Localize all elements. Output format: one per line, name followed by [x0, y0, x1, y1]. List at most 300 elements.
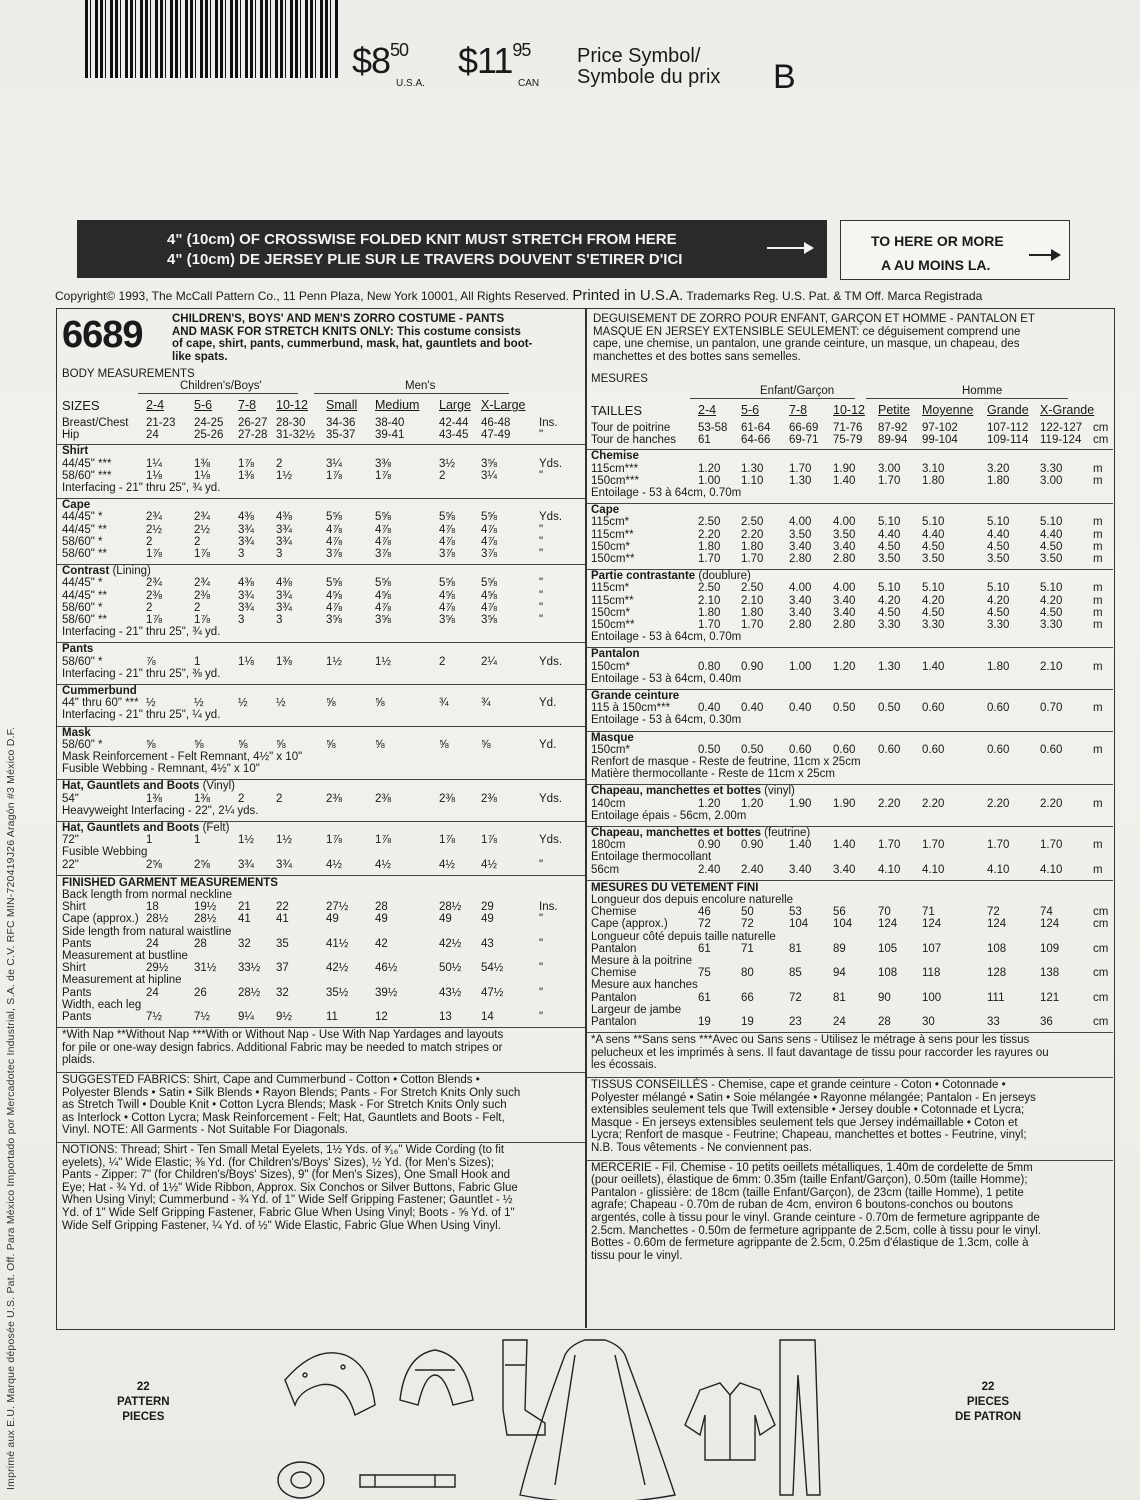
finished-value: 28 — [375, 901, 388, 914]
yardage-label: 72" — [62, 834, 79, 847]
yardage-value: 1½ — [238, 834, 254, 847]
yardage-value: 3½ — [439, 457, 455, 470]
size-header: Petite — [878, 403, 910, 417]
yardage-value: 1⅜ — [238, 469, 254, 482]
finished-value: 26 — [194, 986, 207, 999]
yardage-value: 2.40 — [698, 863, 721, 876]
notions-line: NOTIONS: Thread; Shirt - Ten Small Metal Eyelets, 1½ Yds. of ³⁄₁₆" Wide Cording (to fit — [62, 1144, 505, 1156]
yardage-value: 4.10 — [878, 863, 901, 876]
yardage-value: 1¼ — [146, 457, 162, 470]
yardage-value: 2.10 — [1040, 660, 1063, 673]
finished-value: 75 — [698, 967, 711, 980]
stretch-guide-target-en: TO HERE OR MORE — [871, 233, 1004, 249]
section-title: Chemise — [591, 450, 639, 463]
body-row-value: 97-102 — [922, 422, 958, 434]
finished-note: Width, each leg — [62, 998, 142, 1011]
yardage-value: 1.70 — [789, 462, 812, 475]
yardage-label: 115cm* — [591, 582, 630, 595]
unit: Yds. — [539, 834, 563, 847]
yardage-value: 1.00 — [789, 660, 812, 673]
arrow-right-icon — [1029, 254, 1059, 256]
yardage-value: 4⅞ — [326, 535, 342, 548]
finished-value: 61 — [698, 991, 711, 1004]
finished-value: 46 — [698, 906, 711, 919]
finished-label: Pants — [62, 937, 92, 950]
size-header: 5-6 — [741, 403, 760, 417]
body-row-label: Breast/Chest — [62, 417, 129, 429]
notions-line: eyelets), ¼" Wide Elastic; ⅜ Yd. (for Children's/Boys' Sizes), ½ Yd. (for Men's Sizes); — [62, 1156, 495, 1169]
finished-value: 31½ — [194, 962, 217, 975]
yardage-value: 2.50 — [698, 582, 721, 595]
finished-value: 61 — [698, 942, 711, 955]
finished-value: 42 — [375, 937, 388, 950]
yardage-value: 3⅞ — [326, 548, 342, 560]
unit: cm — [1093, 434, 1109, 447]
yardage-value: 1.90 — [833, 797, 856, 810]
yardage-value: 2⅜ — [326, 792, 342, 805]
section-subtitle: (Lining) — [109, 565, 151, 578]
yardage-value: 4.40 — [922, 528, 945, 541]
yardage-value: 0.70 — [1040, 702, 1063, 715]
price-can — [458, 40, 540, 89]
unit: m — [1093, 797, 1103, 810]
yardage-value: 4⅜ — [238, 577, 254, 590]
title-line: cape, une chemise, un pantalon, une grande ceinture, un masque, un chapeau, des — [593, 338, 1020, 350]
yardage-value: 5⅝ — [439, 577, 455, 590]
yardage-value: 1.20 — [741, 797, 764, 810]
yardage-value: 3¾ — [238, 535, 254, 548]
finished-value: 100 — [922, 991, 942, 1004]
nap-note-line: *A sens **Sans sens ***Avec ou Sans sens - Utilisez le métrage à sens pour les tissus — [591, 1034, 1030, 1047]
finished-note: Longueur dos depuis encolure naturelle — [591, 894, 794, 906]
unit: Yds. — [539, 457, 563, 470]
yardage-value: 1⅞ — [146, 614, 162, 626]
yardage-value: 3¼ — [326, 457, 342, 470]
yardage-value: 1.70 — [741, 553, 764, 565]
yardage-value: 2.20 — [741, 528, 764, 541]
section-title — [62, 780, 235, 793]
finished-value: 30 — [922, 1016, 935, 1028]
yardage-value: 3.30 — [1040, 462, 1063, 475]
notions-line: Pantalon - glissière: de 18cm (taille Enfant/Garçon), de 23cm (taille Homme), 1 petite — [591, 1186, 1024, 1199]
section-rule — [586, 1160, 1113, 1161]
yardage-value: 2⅜ — [375, 792, 391, 805]
finished-value: 29 — [481, 901, 494, 914]
yardage-value: ½ — [194, 697, 204, 710]
yardage-value: 5⅝ — [439, 511, 455, 524]
finished-value: 72 — [987, 906, 1000, 919]
body-row-value: 53-58 — [698, 422, 728, 434]
unit: " — [539, 937, 544, 950]
finished-value: 47½ — [481, 986, 504, 999]
yardage-value: 1.70 — [878, 474, 901, 487]
price-symbol-letter: B — [773, 58, 796, 96]
yardage-label: 150cm* — [591, 540, 630, 553]
unit: cm — [1093, 991, 1109, 1004]
yardage-value: 3¾ — [276, 589, 292, 602]
yardage-value: ⅝ — [375, 738, 385, 751]
finished-note: Measurement at hipline — [62, 974, 182, 987]
finished-value: 81 — [789, 942, 802, 955]
finished-value: 19 — [698, 1016, 711, 1028]
section-heading: BODY MEASUREMENTS — [62, 368, 195, 380]
unit: " — [539, 535, 544, 548]
section-title-text: Hat, Gauntlets and Boots — [62, 822, 200, 834]
yardage-label: 180cm — [591, 839, 626, 852]
finished-value: 19½ — [194, 901, 217, 914]
finished-value: 104 — [789, 918, 809, 931]
arrow-right-icon — [767, 247, 812, 249]
finished-value: 14 — [481, 1011, 494, 1023]
yardage-value: 1⅞ — [481, 834, 497, 847]
yardage-value: 2¾ — [146, 511, 162, 524]
yardage-value: 2.80 — [833, 553, 856, 565]
yardage-value: ⅞ — [146, 655, 156, 668]
copyright-text: Copyright© 1993, The McCall Pattern Co., 11 Penn Plaza, New York 10001, All Rights Reserved. — [55, 289, 570, 303]
finished-value: 124 — [1040, 918, 1060, 931]
body-row-value: 61-64 — [741, 422, 771, 434]
yardage-value: 3.40 — [833, 606, 856, 619]
yardage-value: 1⅛ — [238, 655, 254, 668]
yardage-value: 5⅝ — [326, 511, 342, 524]
finished-value: 43 — [481, 937, 494, 950]
unit: " — [539, 548, 544, 560]
finished-value: 49 — [439, 913, 452, 926]
yardage-value: 0.60 — [922, 743, 945, 756]
yardage-value: 2 — [439, 469, 446, 482]
yardage-value: 5⅝ — [375, 577, 391, 590]
section-rule — [586, 449, 1113, 450]
yardage-value: 3.30 — [878, 619, 901, 631]
notions-line: argentés, colle à tissu pour le vinyl. Grande ceinture - 0.70m de fermeture agrippante de — [591, 1212, 1040, 1224]
stretch-guide-bar — [77, 220, 827, 278]
yardage-value: 4.50 — [922, 540, 945, 553]
yardage-value: ½ — [238, 697, 248, 710]
nap-note-line: *With Nap **Without Nap ***With or Without Nap - Use With Nap Yardages and layouts — [62, 1029, 504, 1042]
yardage-value: 4⅞ — [326, 601, 342, 614]
yardage-label: 115cm* — [591, 516, 630, 529]
section-title-text: Hat, Gauntlets and Boots — [62, 780, 200, 793]
size-header: Small — [326, 398, 358, 412]
finished-value: 108 — [878, 967, 898, 980]
yardage-value: 3⅝ — [481, 614, 497, 626]
pieces-line: PATTERN — [117, 1396, 170, 1408]
finished-value: 124 — [922, 918, 942, 931]
finished-value: 36 — [1040, 1016, 1053, 1028]
yardage-value: 0.40 — [698, 702, 721, 715]
section-title: Mask — [62, 726, 91, 739]
finished-value: 90 — [878, 991, 891, 1004]
size-header: Moyenne — [922, 403, 974, 417]
unit: Yd. — [539, 697, 557, 710]
size-header: 2-4 — [146, 398, 165, 412]
suggested-fabrics-line: Polyester mélangé • Satin • Soie mélangée • Rayonne mélangée; Pantalon - En jerseys — [591, 1091, 1036, 1104]
yardage-value: 1.30 — [878, 660, 901, 673]
yardage-value: 3.50 — [789, 528, 812, 541]
yardage-value: 3⅞ — [481, 548, 497, 560]
size-header: X-Large — [481, 398, 526, 412]
finished-value: 66 — [741, 991, 754, 1004]
yardage-value: 0.80 — [698, 660, 721, 673]
yardage-value: 1⅞ — [194, 614, 210, 626]
size-group-children: Enfant/Garçon — [760, 385, 835, 397]
yardage-label: 44/45" ** — [62, 523, 108, 536]
finished-value: 24 — [146, 937, 159, 950]
yardage-value: 1⅞ — [146, 548, 162, 560]
yardage-value: 4.10 — [987, 863, 1010, 876]
body-row-value: 27-28 — [238, 429, 268, 442]
yardage-value: 4⅞ — [326, 523, 342, 536]
yardage-value: 3⅝ — [439, 614, 455, 626]
yardage-value: ½ — [146, 697, 156, 710]
title-line: DEGUISEMENT DE ZORRO POUR ENFANT, GARÇON ET HOMME - PANTALON ET — [593, 313, 1035, 325]
suggested-fabrics-line: as Interlock • Cotton Lycra; Mask Reinforcement - Felt; Hat, Gauntlets and Boots - Felt, — [62, 1111, 505, 1124]
group-rule — [138, 393, 298, 394]
section-note: Interfacing - 21" thru 25", ¾ yd. — [62, 626, 221, 639]
yardage-value: 1⅜ — [146, 792, 162, 805]
body-row-label: Hip — [62, 429, 80, 442]
yardage-label: 150cm** — [591, 619, 635, 631]
yardage-value: 2.10 — [741, 594, 764, 607]
yardage-value: 5⅝ — [375, 511, 391, 524]
body-row-value: 71-76 — [833, 422, 863, 434]
yardage-label: 115cm** — [591, 594, 634, 607]
yardage-value: 2.20 — [987, 797, 1010, 810]
section-rule — [57, 642, 585, 643]
finished-value: 19 — [741, 1016, 754, 1028]
finished-label: Cape (approx.) — [62, 913, 139, 926]
yardage-label: 150cm** — [591, 553, 635, 565]
finished-value: 54½ — [481, 962, 504, 975]
section-heading: MESURES — [591, 373, 648, 385]
section-title — [591, 785, 795, 798]
yardage-value: 1⅞ — [439, 834, 455, 847]
finished-label: Shirt — [62, 901, 86, 914]
pieces-line: 22 — [981, 1381, 995, 1393]
unit: " — [539, 469, 544, 482]
finished-label: Pants — [62, 1011, 92, 1023]
size-header: 2-4 — [698, 403, 717, 417]
yardage-value: 1.80 — [987, 660, 1010, 673]
yardage-value: 0.90 — [698, 839, 721, 852]
yardage-value: 4.00 — [789, 582, 812, 595]
yardage-value: 5.10 — [1040, 582, 1063, 595]
yardage-value: 2.80 — [789, 619, 812, 631]
finished-value: 7½ — [194, 1011, 210, 1023]
section-note: Renfort de masque - Reste de feutrine, 11cm x 25cm — [591, 756, 861, 768]
section-title: Cummerbund — [62, 685, 137, 697]
cummerbund-icon — [360, 1475, 455, 1487]
unit: " — [539, 589, 544, 602]
pattern-illustrations — [275, 1335, 825, 1500]
yardage-value: 4⅞ — [375, 535, 391, 548]
price-can-dollars: $11 — [458, 40, 513, 81]
section-title-text: Contrast — [62, 565, 110, 578]
unit: cm — [1093, 906, 1109, 919]
yardage-value: 0.60 — [922, 702, 945, 715]
unit: m — [1093, 660, 1103, 673]
yardage-value: 2 — [276, 457, 283, 470]
yardage-value: 3⅝ — [375, 614, 391, 626]
price-usa — [352, 40, 425, 89]
yardage-value: 3.30 — [922, 619, 945, 631]
unit: " — [539, 577, 544, 590]
unit: " — [539, 429, 544, 442]
body-row-value: 21-23 — [146, 417, 176, 429]
yardage-value: ⅝ — [326, 697, 336, 710]
finished-value: 41 — [238, 913, 251, 926]
yardage-value: 0.40 — [789, 702, 812, 715]
yardage-value: 4⅞ — [481, 535, 497, 548]
section-title — [62, 822, 229, 835]
section-note: Matière thermocollante - Reste de 11cm x 25cm — [591, 768, 835, 781]
suggested-fabrics-line: as Stretch Twill • Double Knit • Cotton Lycra Blends; Mask - For Stretch Knits Only such — [62, 1099, 507, 1112]
yardage-value: 4.40 — [987, 528, 1010, 541]
yardage-label: 22" — [62, 858, 79, 871]
yardage-value: 2⅜ — [146, 589, 162, 602]
unit: m — [1093, 743, 1103, 756]
yardage-label: 44/45" * — [62, 511, 103, 524]
unit: cm — [1093, 1016, 1109, 1028]
yardage-value: 4⅝ — [481, 589, 497, 602]
body-row-value: 75-79 — [833, 434, 863, 447]
yardage-value: 2¾ — [194, 577, 210, 590]
finished-value: 85 — [789, 967, 802, 980]
body-row-value: 122-127 — [1040, 422, 1083, 434]
unit: " — [539, 601, 544, 614]
yardage-value: 4⅝ — [439, 589, 455, 602]
nap-note-line: for pile or one-way design fabrics. Additional Fabric may be needed to match stripes or — [62, 1041, 503, 1054]
yardage-value: 4.10 — [922, 863, 945, 876]
yardage-value: 1.30 — [789, 474, 812, 487]
unit: m — [1093, 582, 1103, 595]
yardage-value: 2.50 — [741, 582, 764, 595]
finished-value: 27½ — [326, 901, 349, 914]
size-group-children: Children's/Boys' — [180, 380, 262, 392]
price-can-label: CAN — [518, 78, 540, 89]
yardage-value: 3¾ — [276, 601, 292, 614]
notions-line: (pour oeillets), élastique de 6mm: 0.35m (taille Enfant/Garçon), 0.50m (taille Homme); — [591, 1174, 1028, 1187]
section-rule — [57, 1142, 585, 1143]
section-note: Interfacing - 21" thru 25", ¾ yd. — [62, 482, 221, 494]
yardage-value: 3¾ — [238, 523, 254, 536]
yardage-value: 1.40 — [833, 474, 856, 487]
yardage-value: 1.70 — [1040, 839, 1063, 852]
yardage-value: 1.70 — [698, 553, 721, 565]
unit: m — [1093, 474, 1103, 487]
yardage-value: 2.10 — [698, 594, 721, 607]
yardage-value: 1.10 — [741, 474, 764, 487]
finished-value: 111 — [987, 991, 1005, 1004]
yardage-value: 3¾ — [238, 858, 254, 871]
unit: " — [539, 986, 544, 999]
shirt-icon — [685, 1383, 775, 1460]
yardage-value: 0.90 — [741, 839, 764, 852]
notions-line: MERCERIE - Fil. Chemise - 10 petits oeillets métalliques, 1.40m de cordelette de 5mm — [591, 1161, 1033, 1174]
yardage-value: 3 — [276, 614, 283, 626]
section-note: Interfacing - 21" thru 25", ⅜ yd. — [62, 667, 221, 680]
yardage-value: 1⅛ — [194, 469, 210, 482]
yardage-value: 1⅜ — [194, 792, 210, 805]
unit: Ins. — [539, 901, 558, 914]
yardage-value: 3.50 — [1040, 553, 1063, 565]
yardage-value: 4.20 — [878, 594, 901, 607]
yardage-label: 115 à 150cm*** — [591, 702, 671, 715]
suggested-fabrics-line: SUGGESTED FABRICS: Shirt, Cape and Cummerbund - Cotton • Cotton Blends • — [62, 1074, 480, 1086]
size-header: Large — [439, 398, 471, 412]
finished-value: 24 — [833, 1016, 846, 1028]
yardage-value: 3.10 — [922, 462, 945, 475]
finished-value: 118 — [922, 967, 941, 980]
body-row-value: 38-40 — [375, 417, 405, 429]
finished-value: 56 — [833, 906, 846, 919]
yardage-value: 2.20 — [878, 797, 901, 810]
yardage-value: 5⅝ — [481, 511, 497, 524]
yardage-value: ⅝ — [326, 738, 336, 751]
yardage-value: 5⅝ — [481, 577, 497, 590]
yardage-value: 4.10 — [1040, 863, 1063, 876]
finished-value: 9½ — [276, 1011, 292, 1023]
yardage-value: 1½ — [276, 469, 292, 482]
yardage-label: 58/60" * — [62, 655, 103, 668]
section-title: Grande ceinture — [591, 690, 680, 702]
yardage-value: 1.20 — [833, 660, 856, 673]
yardage-value: 4.50 — [1040, 606, 1063, 619]
finished-value: 108 — [987, 942, 1007, 955]
yardage-value: 4.00 — [833, 516, 856, 529]
yardage-value: 4⅞ — [375, 523, 391, 536]
finished-value: 32 — [238, 937, 251, 950]
yardage-value: 4.50 — [987, 606, 1010, 619]
yardage-value: 5.10 — [922, 516, 945, 529]
yardage-value: ⅝ — [375, 697, 385, 710]
price-symbol — [577, 46, 720, 88]
yardage-value: ¾ — [439, 697, 449, 710]
yardage-label: Entoilage thermocollant — [591, 851, 712, 864]
yardage-label: 58/60" ** — [62, 614, 108, 626]
unit: " — [539, 614, 544, 626]
yardage-value: 4.50 — [1040, 540, 1063, 553]
body-row-value: 109-114 — [987, 434, 1029, 447]
yardage-label: 44/45" ** — [62, 589, 108, 602]
hat-icon — [278, 1462, 324, 1498]
notions-line: agrafe; Chapeau - 0.70m de ruban de 4cm, environ 6 boutons-conchos ou boutons — [591, 1199, 1013, 1212]
yardage-label: 44/45" * — [62, 577, 103, 590]
pieces-line: 22 — [136, 1381, 150, 1393]
finished-value: 28½ — [194, 913, 217, 926]
notions-line: When Using Vinyl; Cummerbund - ¾ Yd. of 1" Wide Self Gripping Fastener; Gauntlet - ½ — [62, 1194, 513, 1207]
unit: m — [1093, 606, 1103, 619]
yardage-value: 0.60 — [878, 743, 901, 756]
finished-value: 33½ — [238, 962, 261, 975]
finished-value: 104 — [833, 918, 853, 931]
yardage-value: 3.50 — [922, 553, 945, 565]
yardage-value: 0.50 — [741, 743, 764, 756]
unit: " — [539, 913, 544, 926]
yardage-value: 3.50 — [987, 553, 1010, 565]
finished-value: 72 — [741, 918, 754, 931]
sizes-label: SIZES — [62, 398, 100, 413]
finished-label: Pantalon — [591, 1016, 637, 1028]
body-row-label: Tour de poitrine — [591, 422, 671, 434]
group-rule — [866, 398, 1068, 399]
finished-value: 35 — [276, 937, 289, 950]
yardage-value: 1 — [194, 655, 201, 668]
yardage-value: 5⅝ — [326, 577, 342, 590]
section-rule — [586, 1077, 1113, 1078]
finished-label: Cape (approx.) — [591, 918, 668, 931]
body-row-value: 87-92 — [878, 422, 908, 434]
